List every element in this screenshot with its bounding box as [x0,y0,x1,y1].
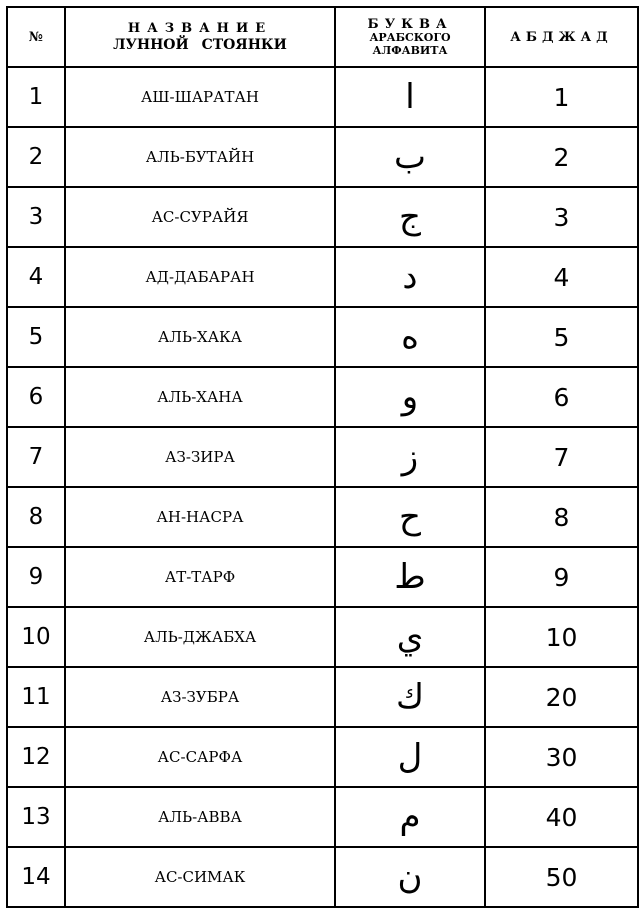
row-mansion-name: АЛЬ-ХАНА [65,367,335,427]
row-abjad-value: 4 [485,247,638,307]
row-arabic-letter: ط [335,547,485,607]
row-arabic-letter: ل [335,727,485,787]
row-abjad-value: 50 [485,847,638,907]
row-arabic-letter: ب [335,127,485,187]
row-abjad-value: 5 [485,307,638,367]
row-mansion-name: АС-САРФА [65,727,335,787]
row-arabic-letter: ا [335,67,485,127]
table-row [7,667,638,727]
table-row [7,427,638,487]
row-number: 4 [7,247,65,307]
row-mansion-name: АЛЬ-АВВА [65,787,335,847]
row-arabic-letter: ك [335,667,485,727]
header-arabic-letter [335,7,485,67]
row-number: 10 [7,607,65,667]
lunar-mansions-table [6,6,639,908]
row-abjad-value: 1 [485,67,638,127]
row-mansion-name: АД-ДАБАРАН [65,247,335,307]
table-row [7,847,638,907]
row-number: 13 [7,787,65,847]
row-mansion-name: АЛЬ-ХАКА [65,307,335,367]
row-abjad-value: 7 [485,427,638,487]
row-arabic-letter: ي [335,607,485,667]
header-arabic-letter-line2: АРАБСКОГО [369,30,451,44]
row-abjad-value: 40 [485,787,638,847]
row-mansion-name: АТ-ТАРФ [65,547,335,607]
lunar-mansions-document [6,6,637,906]
row-number: 12 [7,727,65,787]
header-arabic-letter-line1: БУКВА [367,16,453,32]
row-number: 3 [7,187,65,247]
table-row [7,127,638,187]
header-arabic-letter-line3: АЛФАВИТА [372,43,448,57]
row-mansion-name: АН-НАСРА [65,487,335,547]
row-abjad-value: 2 [485,127,638,187]
table-row [7,547,638,607]
table-header-row [7,7,638,67]
row-number: 14 [7,847,65,907]
table-body [7,67,638,907]
table-row [7,787,638,847]
row-number: 2 [7,127,65,187]
row-number: 11 [7,667,65,727]
row-arabic-letter: ح [335,487,485,547]
row-mansion-name: АС-СИМАК [65,847,335,907]
header-abjad: АБДЖАД [485,7,638,67]
table-row [7,247,638,307]
row-abjad-value: 20 [485,667,638,727]
row-mansion-name: АШ-ШАРАТАН [65,67,335,127]
header-mansion-name-line2: ЛУННОЙ СТОЯНКИ [113,37,287,53]
table-row [7,67,638,127]
header-number: № [7,7,65,67]
header-mansion-name [65,7,335,67]
row-abjad-value: 8 [485,487,638,547]
table-row [7,367,638,427]
row-number: 8 [7,487,65,547]
row-mansion-name: АЛЬ-ДЖАБХА [65,607,335,667]
header-mansion-name-line1: НАЗВАНИЕ [127,21,273,36]
row-arabic-letter: ز [335,427,485,487]
row-arabic-letter: ه [335,307,485,367]
row-arabic-letter: م [335,787,485,847]
row-number: 9 [7,547,65,607]
row-mansion-name: АС-СУРАЙЯ [65,187,335,247]
row-number: 6 [7,367,65,427]
row-number: 5 [7,307,65,367]
row-abjad-value: 10 [485,607,638,667]
table-row [7,487,638,547]
row-abjad-value: 30 [485,727,638,787]
table-row [7,187,638,247]
row-number: 7 [7,427,65,487]
row-mansion-name: АЛЬ-БУТАЙН [65,127,335,187]
row-arabic-letter: ن [335,847,485,907]
row-abjad-value: 6 [485,367,638,427]
row-mansion-name: АЗ-ЗУБРА [65,667,335,727]
row-arabic-letter: و [335,367,485,427]
table-row [7,727,638,787]
row-abjad-value: 3 [485,187,638,247]
row-number: 1 [7,67,65,127]
row-arabic-letter: د [335,247,485,307]
row-abjad-value: 9 [485,547,638,607]
table-row [7,607,638,667]
row-mansion-name: АЗ-ЗИРА [65,427,335,487]
table-row [7,307,638,367]
row-arabic-letter: ج [335,187,485,247]
